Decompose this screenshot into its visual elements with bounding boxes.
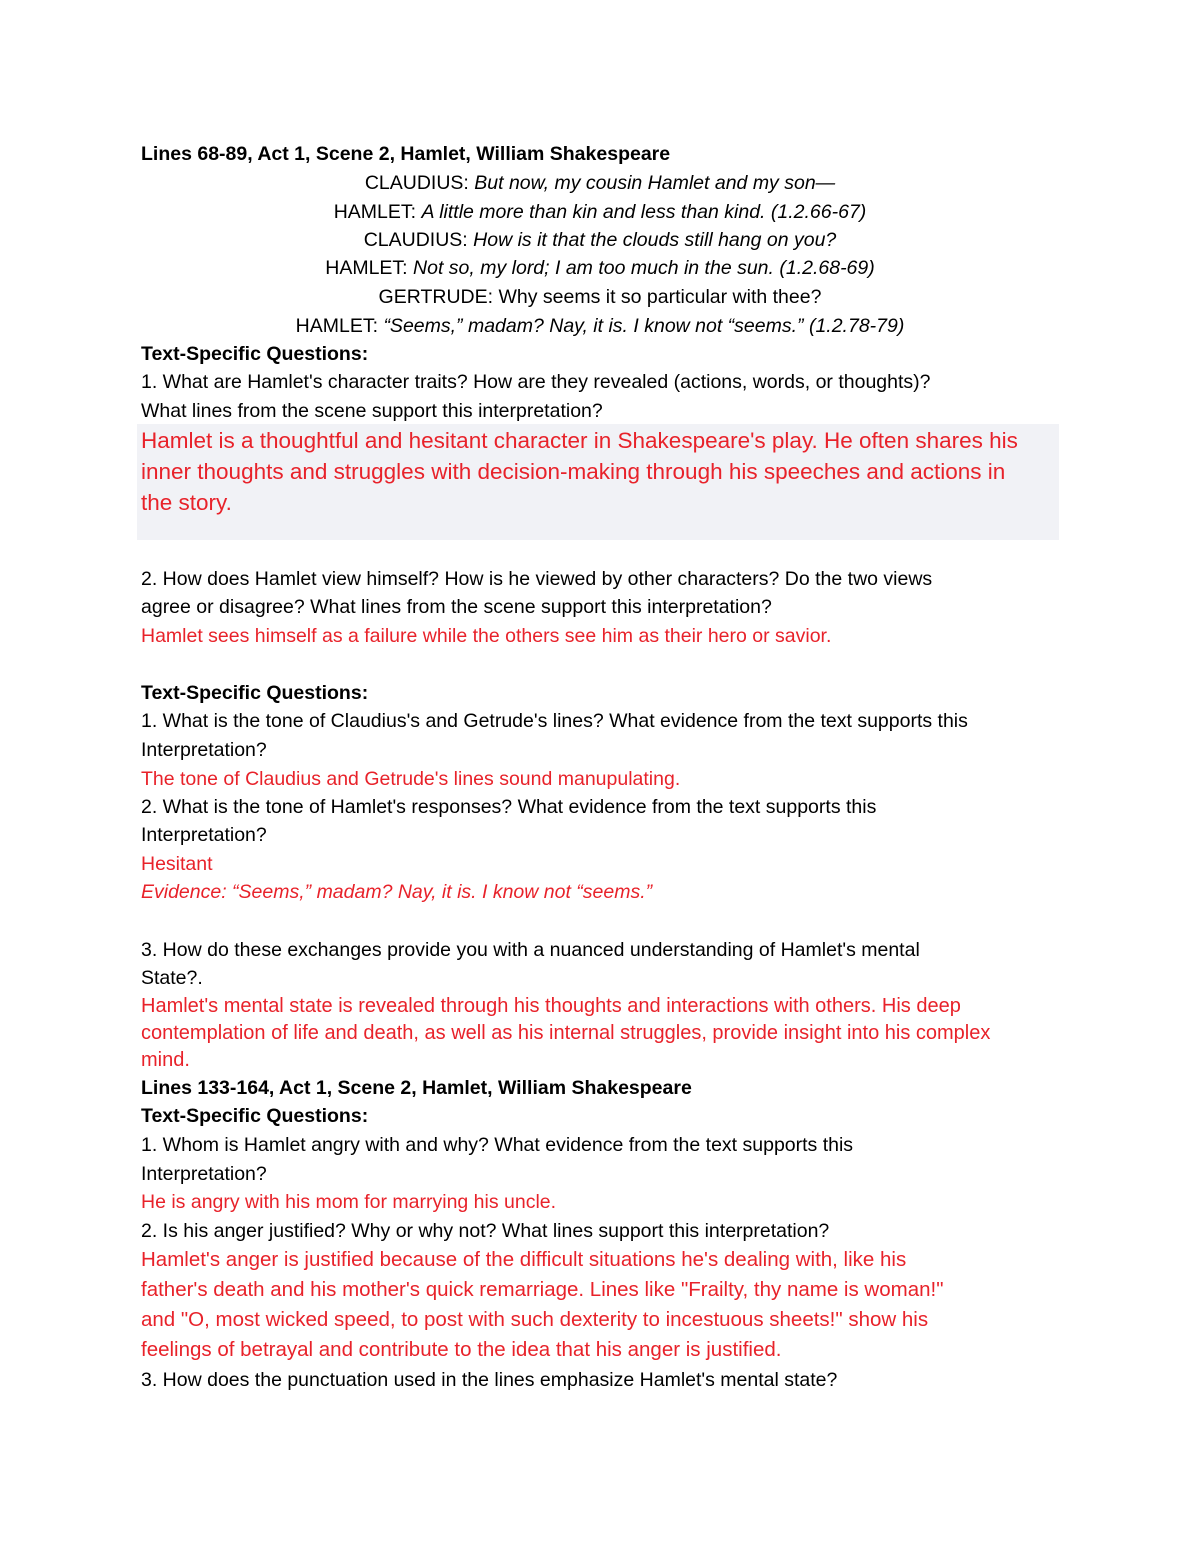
speaker-hamlet: HAMLET:	[333, 201, 417, 223]
question-text: 1. What is the tone of Claudius's and Getrude's lines? What evidence from the text supports this	[141, 710, 968, 732]
question-text: State?.	[141, 967, 203, 989]
question-text: 2. How does Hamlet view himself? How is he viewed by other characters? Do the two views	[141, 568, 933, 590]
answer-text: inner thoughts and struggles with decision-making through his speeches and actions in	[141, 459, 1006, 484]
dialogue-line-4	[141, 256, 1059, 280]
answer-text: mind.	[141, 1049, 190, 1071]
dialogue-line-5	[141, 285, 1059, 309]
speaker-claudius: CLAUDIUS:	[364, 172, 469, 194]
answer-text: Hamlet's mental state is revealed through his thoughts and interactions with others. His deep	[141, 995, 961, 1017]
dialogue-text: Why seems it so particular with thee?	[498, 286, 822, 308]
dialogue-line-6	[141, 314, 1059, 338]
question-text: What lines from the scene support this interpretation?	[141, 400, 603, 422]
answer-text: Hamlet sees himself as a failure while the others see him as their hero or savior.	[141, 625, 832, 647]
dialogue-line-2	[141, 200, 1059, 224]
answer-text: father's death and his mother's quick remarriage. Lines like "Frailty, thy name is woman!"	[141, 1278, 944, 1301]
question-text: Interpretation?	[141, 1163, 267, 1185]
line-citation: (1.2.68-69)	[779, 257, 875, 279]
text-specific-questions-label: Text-Specific Questions:	[141, 343, 369, 365]
answer-text: Hamlet is a thoughtful and hesitant character in Shakespeare's play. He often shares his	[141, 428, 1018, 453]
answer-text: the story.	[141, 490, 232, 515]
question-text: 2. What is the tone of Hamlet's responses? What evidence from the text supports this	[141, 796, 877, 818]
speaker-gertrude: GERTRUDE:	[378, 286, 494, 308]
question-text: 1. Whom is Hamlet angry with and why? What evidence from the text supports this	[141, 1134, 854, 1156]
question-text: agree or disagree? What lines from the scene support this interpretation?	[141, 596, 772, 618]
dialogue-text: Not so, my lord; I am too much in the sun.	[413, 257, 774, 279]
question-text: 3. How does the punctuation used in the lines emphasize Hamlet's mental state?	[141, 1369, 838, 1391]
question-text: Interpretation?	[141, 824, 267, 846]
line-citation: (1.2.66-67)	[770, 201, 867, 223]
text-specific-questions-label: Text-Specific Questions:	[141, 1105, 369, 1127]
dialogue-text: But now, my cousin Hamlet and my son—	[474, 172, 836, 194]
line-citation: (1.2.78-79)	[808, 315, 905, 337]
speaker-claudius: CLAUDIUS:	[363, 229, 468, 251]
dialogue-text: “Seems,” madam? Nay, it is. I know not “seems.”	[383, 315, 804, 337]
question-text: Interpretation?	[141, 739, 267, 761]
answer-text: feelings of betrayal and contribute to the idea that his anger is justified.	[141, 1338, 782, 1361]
answer-evidence: Evidence: “Seems,” madam? Nay, it is. I know not “seems.”	[141, 881, 653, 903]
dialogue-text: How is it that the clouds still hang on you?	[473, 229, 837, 251]
question-text: 3. How do these exchanges provide you with a nuanced understanding of Hamlet's mental	[141, 939, 920, 961]
answer-text: and "O, most wicked speed, to post with such dexterity to incestuous sheets!" show his	[141, 1308, 929, 1331]
answer-text: contemplation of life and death, as well as his internal struggles, provide insight into his complex	[141, 1022, 991, 1044]
question-text: 1. What are Hamlet's character traits? How are they revealed (actions, words, or thoughts)?	[141, 371, 931, 393]
answer-text: Hamlet's anger is justified because of the difficult situations he's dealing with, like his	[141, 1248, 907, 1271]
question-text: 2. Is his anger justified? Why or why not? What lines support this interpretation?	[141, 1220, 830, 1242]
answer-text: The tone of Claudius and Getrude's lines sound manupulating.	[141, 768, 681, 790]
answer-text: He is angry with his mom for marrying his uncle.	[141, 1191, 557, 1213]
answer-text: Hesitant	[141, 853, 213, 875]
dialogue-line-1	[141, 171, 1059, 195]
section3-heading: Lines 133-164, Act 1, Scene 2, Hamlet, William Shakespeare	[141, 1077, 692, 1099]
text-specific-questions-label: Text-Specific Questions:	[141, 682, 369, 704]
section1-heading: Lines 68-89, Act 1, Scene 2, Hamlet, William Shakespeare	[141, 143, 671, 165]
speaker-hamlet: HAMLET:	[325, 257, 408, 279]
speaker-hamlet: HAMLET:	[295, 315, 379, 337]
dialogue-line-3	[141, 228, 1059, 252]
dialogue-text: A little more than kin and less than kind.	[421, 201, 766, 223]
